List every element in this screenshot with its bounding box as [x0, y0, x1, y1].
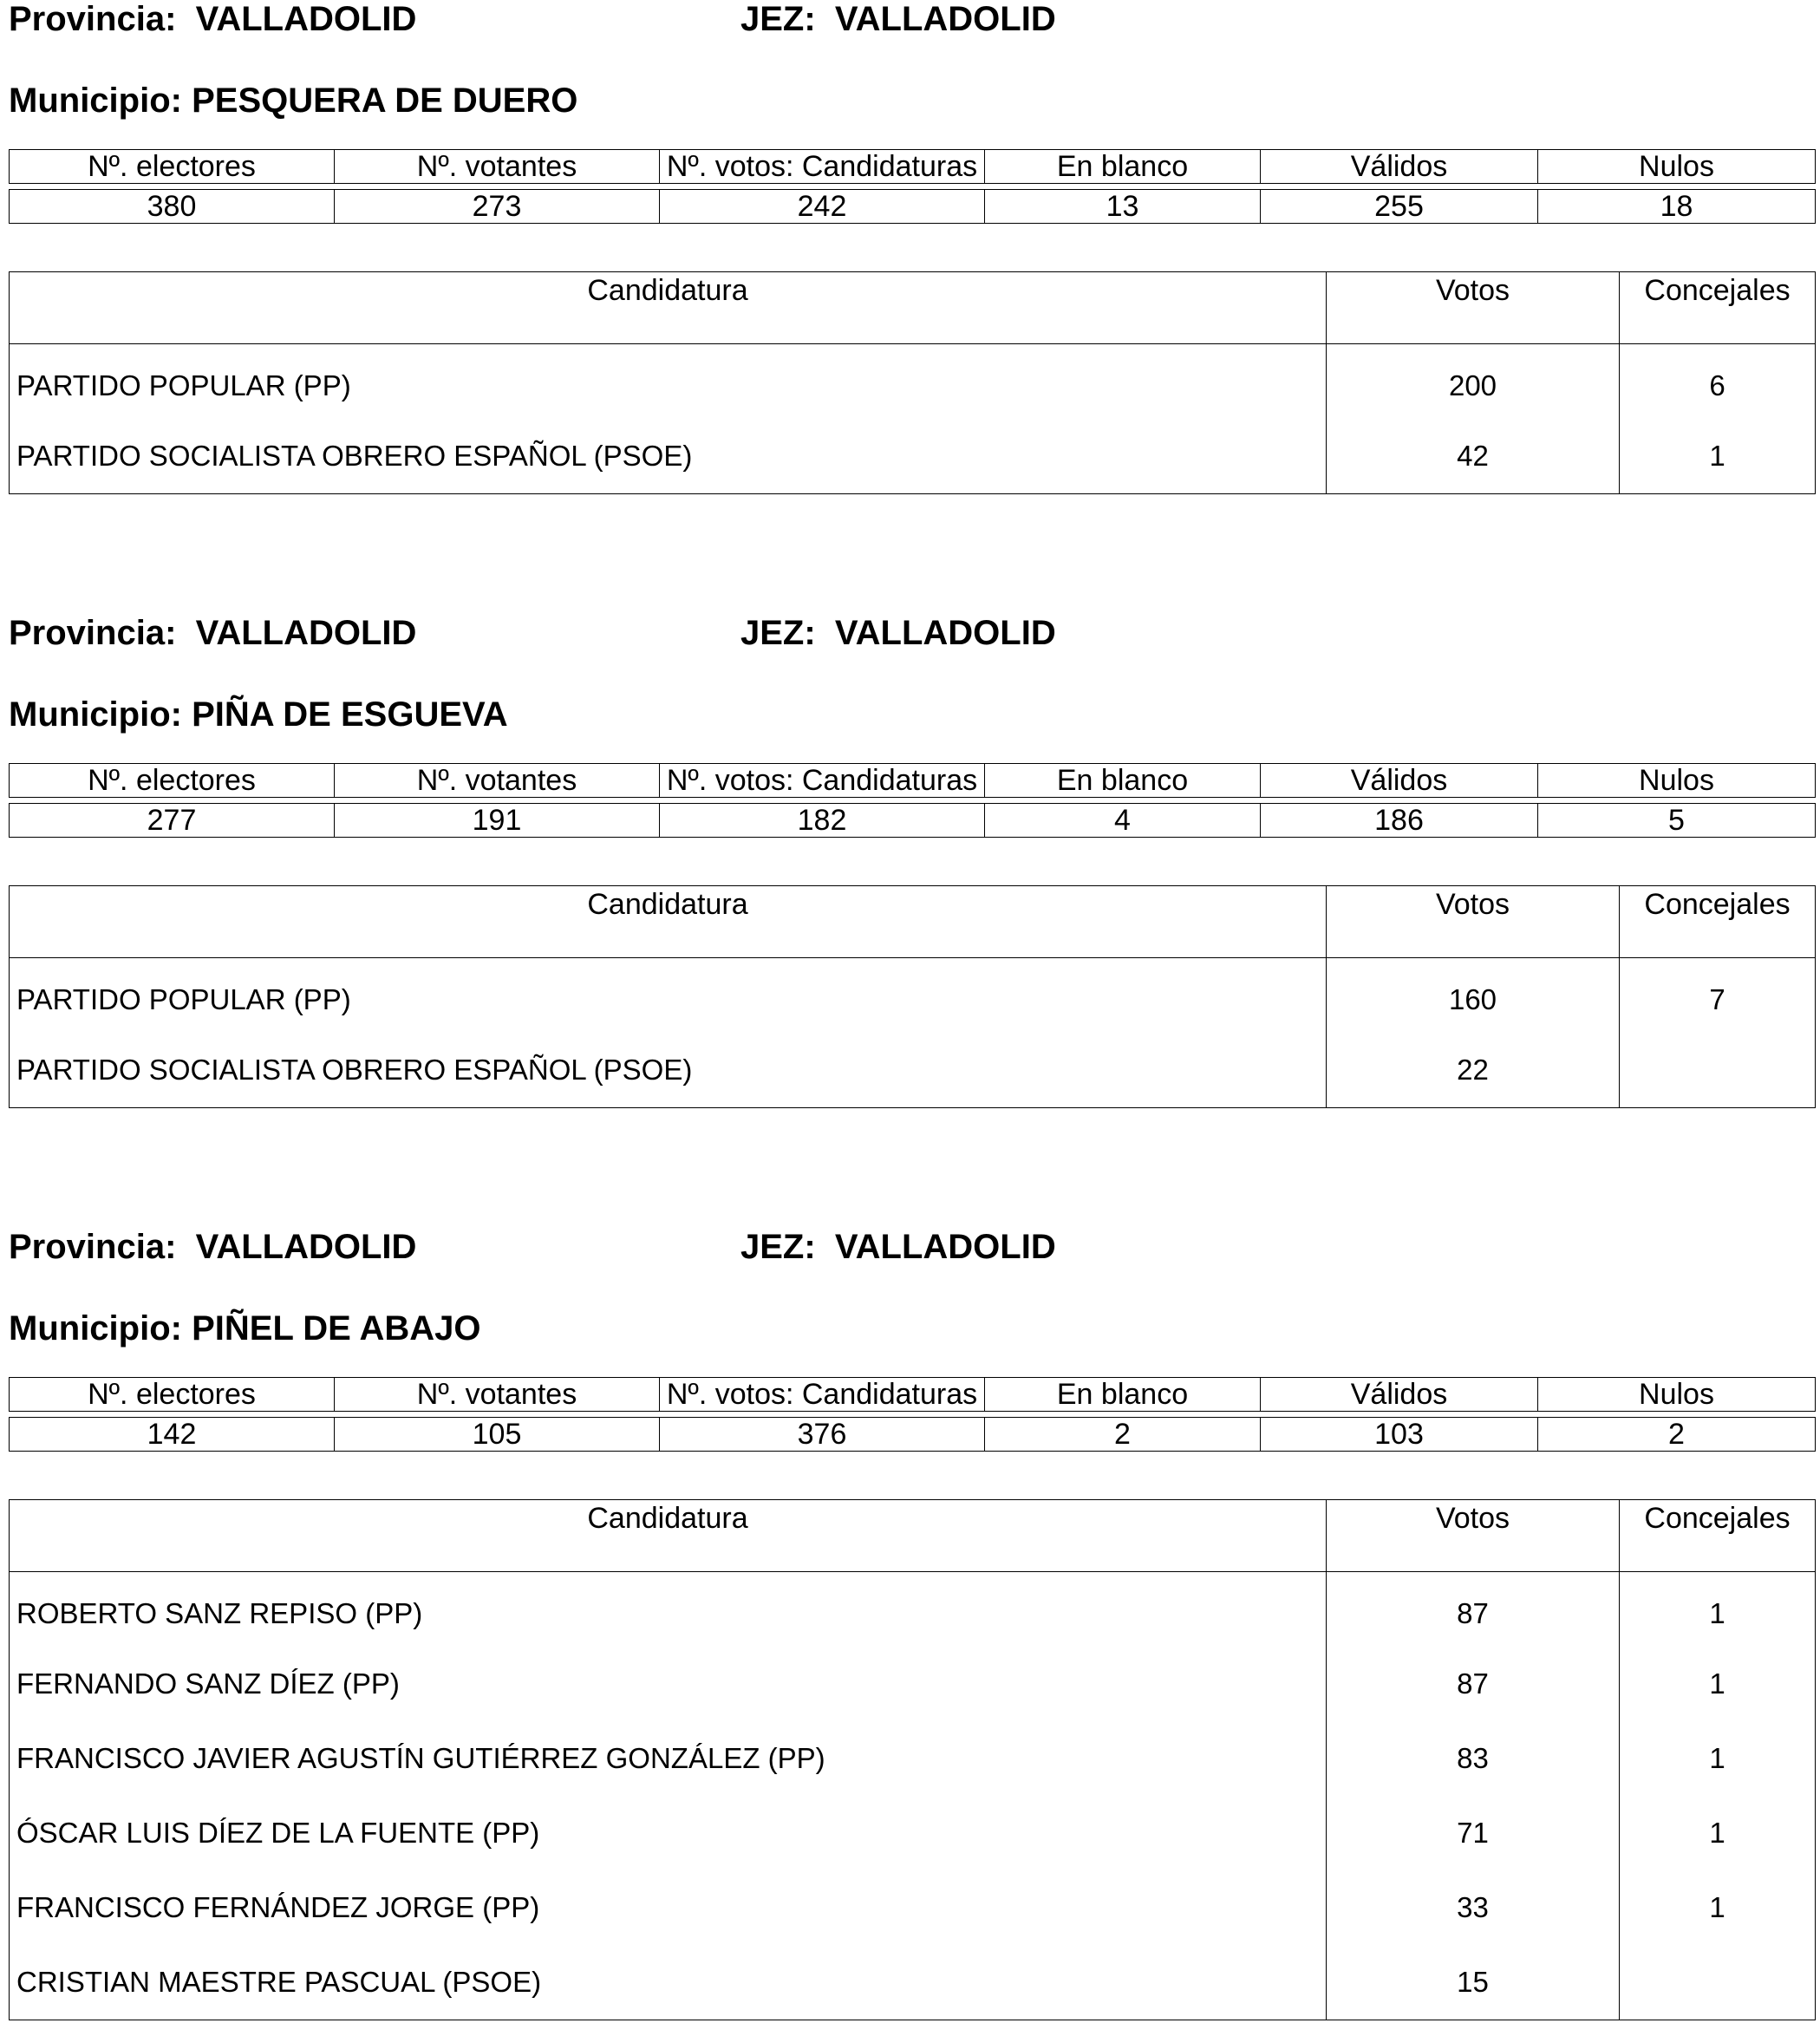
cand-name: FRANCISCO JAVIER AGUSTÍN GUTIÉRREZ GONZÁLEZ (PP)	[10, 1721, 1327, 1796]
cand-name: CRISTIAN MAESTRE PASCUAL (PSOE)	[10, 1945, 1327, 2020]
cand-name: PARTIDO SOCIALISTA OBRERO ESPAÑOL (PSOE)	[10, 1033, 1327, 1108]
cand-votos: 33	[1327, 1870, 1620, 1945]
cand-votos: 42	[1327, 419, 1620, 494]
summary-header: Nº. votos: Candidaturas	[660, 150, 985, 184]
provincia-heading: Provincia: VALLADOLID	[9, 614, 417, 652]
cand-votos: 200	[1327, 344, 1620, 420]
summary-value: 191	[335, 804, 660, 838]
cand-name: ROBERTO SANZ REPISO (PP)	[10, 1572, 1327, 1648]
table-row	[10, 1870, 1816, 1945]
summary-header: Nº. electores	[10, 1378, 335, 1412]
candidaturas-table	[9, 885, 1816, 1108]
cand-name: PARTIDO POPULAR (PP)	[10, 344, 1327, 420]
summary-header: En blanco	[985, 150, 1261, 184]
table-row	[10, 1796, 1816, 1870]
cand-header-candidatura: Candidatura	[10, 886, 1327, 958]
table-row	[10, 419, 1816, 494]
municipio-heading: Municipio: PESQUERA DE DUERO	[9, 82, 578, 120]
summary-header: En blanco	[985, 1378, 1261, 1412]
cand-votos: 71	[1327, 1796, 1620, 1870]
summary-header: Nulos	[1538, 1378, 1816, 1412]
municipio-heading: Municipio: PIÑA DE ESGUEVA	[9, 695, 508, 734]
table-row	[10, 344, 1816, 420]
cand-concejales: 1	[1620, 1870, 1816, 1945]
cand-concejales	[1620, 1033, 1816, 1108]
cand-header-votos: Votos	[1327, 272, 1620, 344]
cand-votos: 22	[1327, 1033, 1620, 1108]
jez-heading: JEZ: VALLADOLID	[740, 1228, 1056, 1266]
summary-value: 186	[1261, 804, 1538, 838]
cand-name: ÓSCAR LUIS DÍEZ DE LA FUENTE (PP)	[10, 1796, 1327, 1870]
table-row	[10, 1572, 1816, 1648]
summary-header: Válidos	[1261, 764, 1538, 798]
cand-header-concejales: Concejales	[1620, 272, 1816, 344]
summary-header: Nº. votos: Candidaturas	[660, 1378, 985, 1412]
summary-header: En blanco	[985, 764, 1261, 798]
summary-value: 182	[660, 804, 985, 838]
cand-concejales: 6	[1620, 344, 1816, 420]
summary-value: 13	[985, 190, 1261, 224]
cand-header-candidatura: Candidatura	[10, 1500, 1327, 1572]
cand-votos: 87	[1327, 1647, 1620, 1721]
summary-value: 142	[10, 1418, 335, 1452]
table-row	[10, 1033, 1816, 1108]
summary-value: 4	[985, 804, 1261, 838]
cand-votos: 160	[1327, 958, 1620, 1034]
summary-header: Nº. electores	[10, 764, 335, 798]
table-row	[10, 958, 1816, 1034]
provincia-heading: Provincia: VALLADOLID	[9, 0, 417, 38]
summary-value: 255	[1261, 190, 1538, 224]
cand-votos: 83	[1327, 1721, 1620, 1796]
summary-header: Válidos	[1261, 1378, 1538, 1412]
cand-concejales	[1620, 1945, 1816, 2020]
cand-name: FERNANDO SANZ DÍEZ (PP)	[10, 1647, 1327, 1721]
summary-header: Nº. votos: Candidaturas	[660, 764, 985, 798]
cand-concejales: 1	[1620, 1721, 1816, 1796]
summary-value: 105	[335, 1418, 660, 1452]
cand-concejales: 7	[1620, 958, 1816, 1034]
cand-name: PARTIDO POPULAR (PP)	[10, 958, 1327, 1034]
cand-header-votos: Votos	[1327, 886, 1620, 958]
provincia-heading: Provincia: VALLADOLID	[9, 1228, 417, 1266]
candidaturas-table	[9, 271, 1816, 494]
summary-header: Nulos	[1538, 150, 1816, 184]
cand-votos: 87	[1327, 1572, 1620, 1648]
cand-header-concejales: Concejales	[1620, 1500, 1816, 1572]
cand-votos: 15	[1327, 1945, 1620, 2020]
summary-value: 273	[335, 190, 660, 224]
summary-header: Válidos	[1261, 150, 1538, 184]
cand-header-concejales: Concejales	[1620, 886, 1816, 958]
summary-table	[9, 149, 1816, 224]
summary-value: 103	[1261, 1418, 1538, 1452]
candidaturas-table	[9, 1499, 1816, 2020]
jez-heading: JEZ: VALLADOLID	[740, 614, 1056, 652]
table-row	[10, 1647, 1816, 1721]
summary-value: 2	[985, 1418, 1261, 1452]
summary-header: Nº. votantes	[335, 150, 660, 184]
summary-header: Nº. electores	[10, 150, 335, 184]
jez-heading: JEZ: VALLADOLID	[740, 0, 1056, 38]
summary-value: 277	[10, 804, 335, 838]
cand-concejales: 1	[1620, 419, 1816, 494]
cand-name: FRANCISCO FERNÁNDEZ JORGE (PP)	[10, 1870, 1327, 1945]
summary-header: Nº. votantes	[335, 764, 660, 798]
summary-header: Nº. votantes	[335, 1378, 660, 1412]
table-row	[10, 1945, 1816, 2020]
cand-header-votos: Votos	[1327, 1500, 1620, 1572]
cand-concejales: 1	[1620, 1572, 1816, 1648]
cand-concejales: 1	[1620, 1796, 1816, 1870]
summary-value: 18	[1538, 190, 1816, 224]
summary-value: 376	[660, 1418, 985, 1452]
summary-value: 242	[660, 190, 985, 224]
cand-header-candidatura: Candidatura	[10, 272, 1327, 344]
summary-value: 380	[10, 190, 335, 224]
table-row	[10, 1721, 1816, 1796]
summary-header: Nulos	[1538, 764, 1816, 798]
summary-table	[9, 1377, 1816, 1452]
municipio-heading: Municipio: PIÑEL DE ABAJO	[9, 1309, 481, 1348]
summary-value: 5	[1538, 804, 1816, 838]
cand-concejales: 1	[1620, 1647, 1816, 1721]
summary-value: 2	[1538, 1418, 1816, 1452]
cand-name: PARTIDO SOCIALISTA OBRERO ESPAÑOL (PSOE)	[10, 419, 1327, 494]
summary-table	[9, 763, 1816, 838]
